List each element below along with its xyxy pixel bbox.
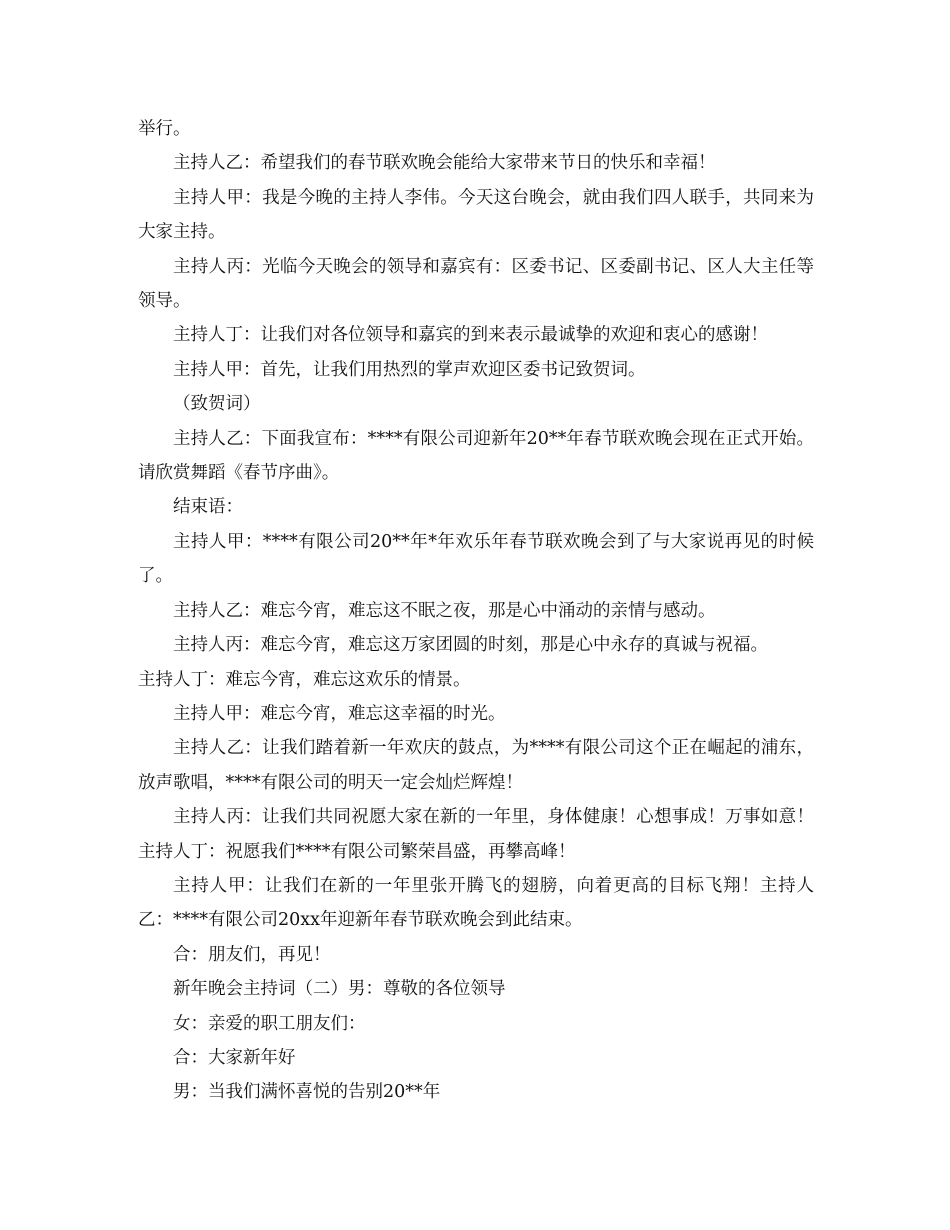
paragraph: 男：当我们满怀喜悦的告别20**年 xyxy=(173,1082,441,1103)
paragraph: 合：朋友们，再见！ xyxy=(173,944,331,965)
paragraph: 主持人甲：我是今晚的主持人李伟。今天这台晚会，就由我们四人联手，共同来为大家主持。 xyxy=(138,187,814,243)
paragraph: 主持人丙：光临今天晚会的领导和嘉宾有：区委书记、区委副书记、区人大主任等领导。 xyxy=(138,256,814,312)
paragraph: 合：大家新年好 xyxy=(173,1047,296,1068)
paragraph: 主持人甲：让我们在新的一年里张开腾飞的翅膀，向着更高的目标飞翔！主持人乙：****有限公司20xx年迎新年春节联欢晚会到此结束。 xyxy=(138,875,814,931)
paragraph: 主持人丁：难忘今宵，难忘这欢乐的情景。 xyxy=(138,669,471,690)
paragraph: 主持人乙：让我们踏着新一年欢庆的鼓点，为****有限公司这个正在崛起的浦东，放声歌唱，****有限公司的明天一定会灿烂辉煌！ xyxy=(138,738,814,793)
paragraph: 举行。 xyxy=(138,119,191,139)
paragraph: 主持人甲：首先，让我们用热烈的掌声欢迎区委书记致贺词。 xyxy=(173,359,646,380)
paragraph: 主持人乙：难忘今宵，难忘这不眠之夜，那是心中涌动的亲情与感动。 xyxy=(173,600,716,621)
paragraph: 结束语： xyxy=(173,497,243,518)
paragraph: 女：亲爱的职工朋友们： xyxy=(173,1013,366,1034)
paragraph: 主持人乙：希望我们的春节联欢晚会能给大家带来节日的快乐和幸福！ xyxy=(173,153,716,174)
paragraph: 主持人甲：****有限公司20**年*年欢乐年春节联欢晚会到了与大家说再见的时候了。 xyxy=(138,531,814,587)
paragraph: 主持人甲：难忘今宵，难忘这幸福的时光。 xyxy=(173,703,506,724)
paragraph: （致贺词） xyxy=(173,394,261,415)
paragraph: 主持人乙：下面我宣布：****有限公司迎新年20**年春节联欢晚会现在正式开始。请欣赏舞蹈《春节序曲》。 xyxy=(138,428,814,484)
paragraph: 新年晚会主持词（二）男：尊敬的各位领导 xyxy=(173,979,506,1000)
paragraph: 主持人丁：让我们对各位领导和嘉宾的到来表示最诚挚的欢迎和衷心的感谢！ xyxy=(173,325,768,346)
paragraph: 主持人丙：让我们共同祝愿大家在新的一年里，身体健康！心想事成！万事如意！主持人丁：祝愿我们****有限公司繁荣昌盛，再攀高峰！ xyxy=(138,807,814,862)
document-body xyxy=(138,112,814,1110)
paragraph: 主持人丙：难忘今宵，难忘这万家团圆的时刻，那是心中永存的真诚与祝福。 xyxy=(173,635,768,656)
